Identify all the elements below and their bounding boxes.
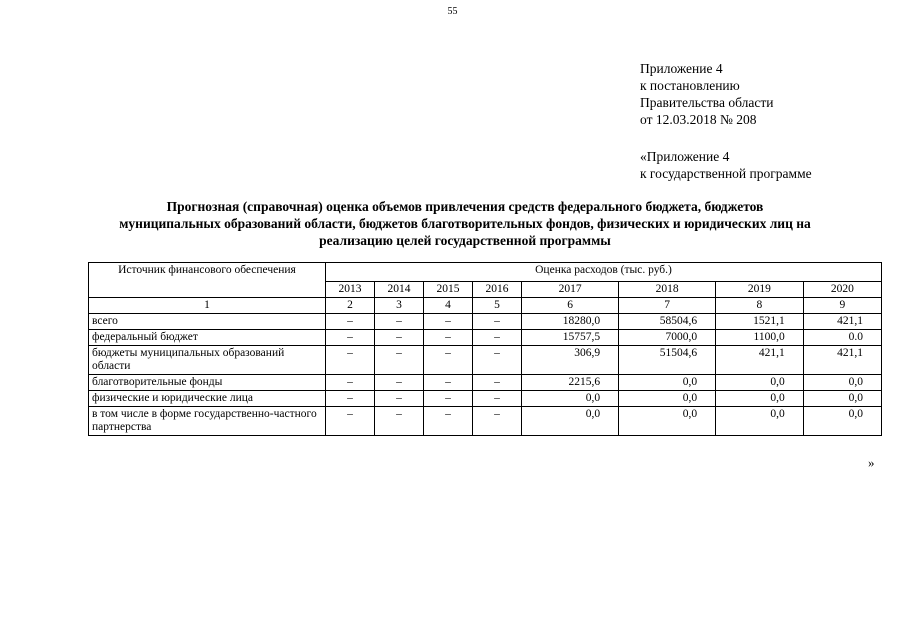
- value-cell: 421,1: [716, 346, 804, 375]
- table-row: [89, 375, 882, 391]
- value-cell: 306,9: [522, 346, 619, 375]
- year-cell: 2015: [424, 282, 473, 298]
- value-cell: –: [326, 391, 375, 407]
- value-cell: –: [473, 407, 522, 436]
- value-cell: 0,0: [803, 391, 881, 407]
- value-cell: 0.0: [803, 330, 881, 346]
- column-number: 6: [522, 298, 619, 314]
- value-cell: –: [326, 346, 375, 375]
- value-cell: 0,0: [619, 375, 716, 391]
- value-cell: –: [473, 375, 522, 391]
- appendix-line: Приложение 4: [640, 61, 723, 76]
- appendix-line: Правительства области: [640, 95, 774, 110]
- value-cell: –: [473, 314, 522, 330]
- column-number: 9: [803, 298, 881, 314]
- value-cell: –: [424, 314, 473, 330]
- value-cell: 0,0: [522, 407, 619, 436]
- appendix-block: [640, 60, 812, 182]
- value-cell: –: [375, 375, 424, 391]
- table-header-row: [89, 263, 882, 282]
- value-cell: –: [326, 407, 375, 436]
- year-cell: 2014: [375, 282, 424, 298]
- column-number: 8: [716, 298, 804, 314]
- value-cell: 421,1: [803, 346, 881, 375]
- value-cell: 0,0: [619, 407, 716, 436]
- value-cell: –: [375, 391, 424, 407]
- year-cell: 2018: [619, 282, 716, 298]
- value-cell: 0,0: [716, 375, 804, 391]
- source-cell: в том числе в форме государственно-частного партнерства: [89, 407, 326, 436]
- value-cell: –: [473, 391, 522, 407]
- column-numbers-row: [89, 298, 882, 314]
- column-number: 4: [424, 298, 473, 314]
- source-cell: физические и юридические лица: [89, 391, 326, 407]
- title-line: Прогнозная (справочная) оценка объемов привлечения средств федерального бюджета, бюджетов: [166, 199, 764, 214]
- appendix-line: от 12.03.2018 № 208: [640, 112, 757, 127]
- column-number: 1: [89, 298, 326, 314]
- estimate-header: Оценка расходов (тыс. руб.): [326, 263, 882, 282]
- page-number: 55: [447, 6, 458, 17]
- value-cell: –: [375, 330, 424, 346]
- value-cell: 421,1: [803, 314, 881, 330]
- table-row: [89, 314, 882, 330]
- value-cell: –: [424, 407, 473, 436]
- appendix-quote-line: к государственной программе: [640, 166, 812, 181]
- financing-table: [88, 262, 882, 436]
- value-cell: 0,0: [803, 407, 881, 436]
- appendix-line: к постановлению: [640, 78, 740, 93]
- value-cell: 0,0: [619, 391, 716, 407]
- value-cell: 0,0: [716, 391, 804, 407]
- source-cell: благотворительные фонды: [89, 375, 326, 391]
- value-cell: 7000,0: [619, 330, 716, 346]
- table-row: [89, 407, 882, 436]
- value-cell: 2215,6: [522, 375, 619, 391]
- value-cell: –: [424, 391, 473, 407]
- source-cell: всего: [89, 314, 326, 330]
- year-cell: 2020: [803, 282, 881, 298]
- value-cell: –: [375, 346, 424, 375]
- source-cell: бюджеты муниципальных образований области: [89, 346, 326, 375]
- column-number: 5: [473, 298, 522, 314]
- title-line: реализацию целей государственной программы: [319, 233, 611, 248]
- value-cell: 58504,6: [619, 314, 716, 330]
- spacer: [640, 128, 812, 148]
- value-cell: 0,0: [803, 375, 881, 391]
- value-cell: –: [473, 346, 522, 375]
- year-cell: 2013: [326, 282, 375, 298]
- value-cell: –: [424, 346, 473, 375]
- source-cell: федеральный бюджет: [89, 330, 326, 346]
- value-cell: 1521,1: [716, 314, 804, 330]
- column-number: 7: [619, 298, 716, 314]
- value-cell: 1100,0: [716, 330, 804, 346]
- table-row: [89, 391, 882, 407]
- value-cell: –: [473, 330, 522, 346]
- table-row: [89, 346, 882, 375]
- appendix-quote-line: «Приложение 4: [640, 149, 730, 164]
- value-cell: 51504,6: [619, 346, 716, 375]
- value-cell: 0,0: [522, 391, 619, 407]
- value-cell: –: [326, 330, 375, 346]
- column-number: 2: [326, 298, 375, 314]
- document-title: [40, 198, 890, 249]
- value-cell: 18280,0: [522, 314, 619, 330]
- value-cell: –: [326, 314, 375, 330]
- column-number: 3: [375, 298, 424, 314]
- value-cell: –: [424, 330, 473, 346]
- source-header: Источник финансового обеспечения: [89, 263, 326, 298]
- value-cell: 15757,5: [522, 330, 619, 346]
- value-cell: 0,0: [716, 407, 804, 436]
- year-cell: 2019: [716, 282, 804, 298]
- title-line: муниципальных образований области, бюджетов благотворительных фондов, физических и юридических лиц на: [119, 216, 811, 231]
- value-cell: –: [326, 375, 375, 391]
- value-cell: –: [375, 314, 424, 330]
- year-cell: 2017: [522, 282, 619, 298]
- value-cell: –: [375, 407, 424, 436]
- year-cell: 2016: [473, 282, 522, 298]
- closing-quote: »: [868, 455, 875, 470]
- value-cell: –: [424, 375, 473, 391]
- table-row: [89, 330, 882, 346]
